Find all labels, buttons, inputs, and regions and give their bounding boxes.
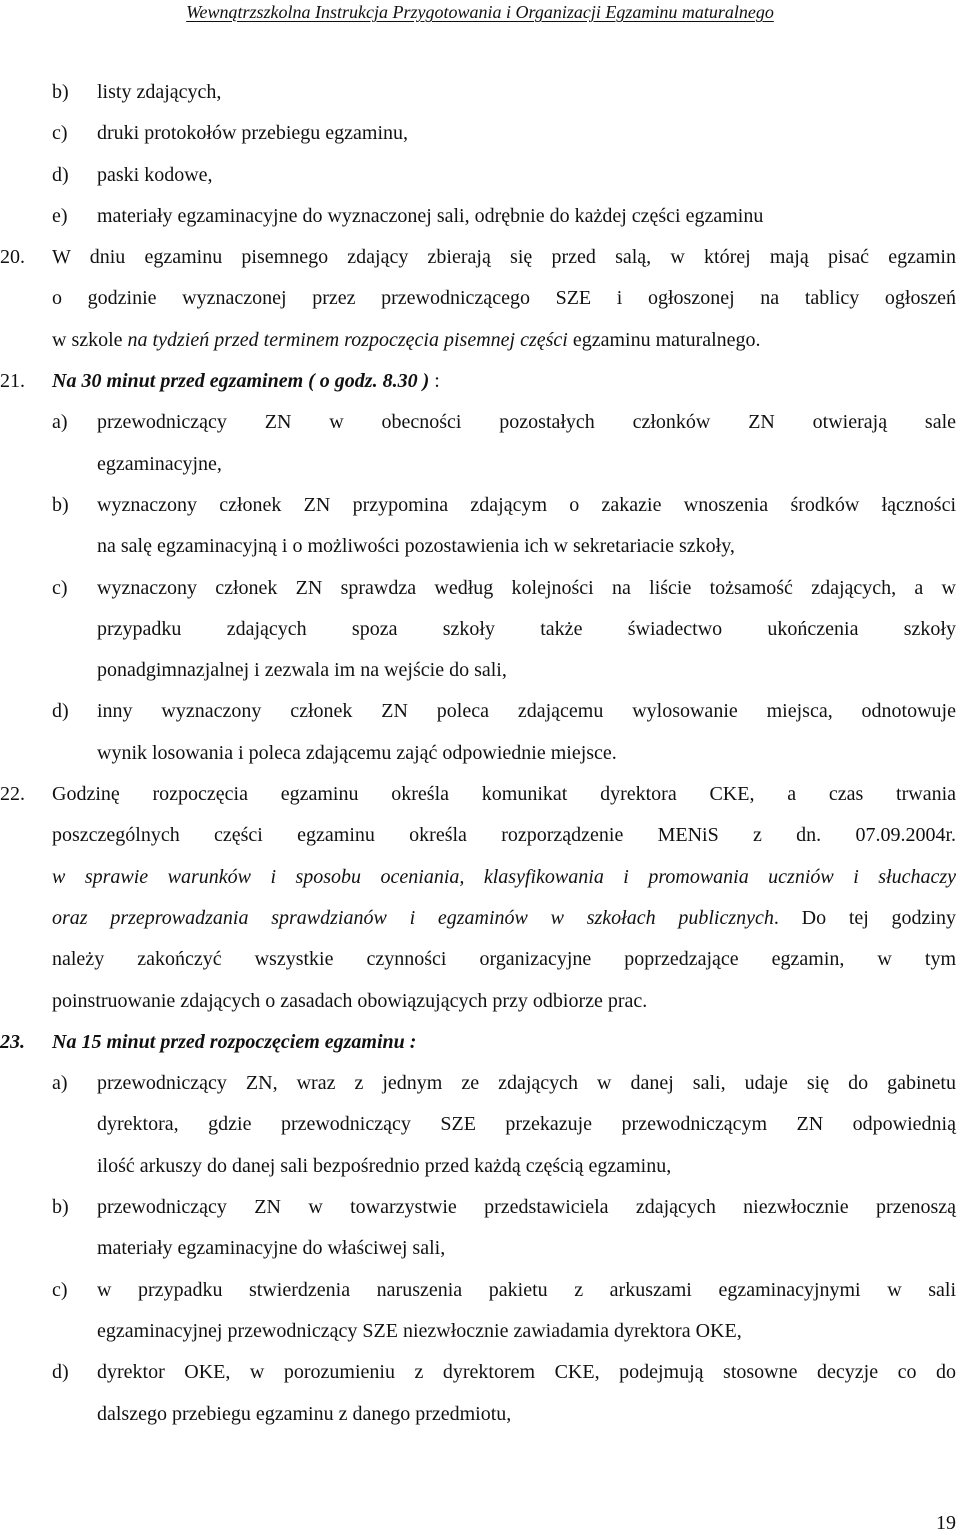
list-item-label: c) <box>52 1278 68 1301</box>
list-item-text: druki protokołów przebiegu egzaminu, <box>97 122 409 145</box>
list-item-label: d) <box>52 1361 69 1384</box>
list-item <box>0 1270 960 1311</box>
list-item-continuation <box>0 1104 960 1145</box>
list-item-label: b) <box>52 493 69 516</box>
list-item-text: listy zdających, <box>97 81 222 103</box>
paragraph-22-line <box>0 774 960 815</box>
list-item-label: d) <box>52 700 69 723</box>
paragraph-number: 20. <box>0 246 25 269</box>
list-item-text: inny wyznaczony członek ZN poleca zdającemu wylosowanie miejsca, odnotowuje <box>97 700 956 723</box>
paragraph-text: poszczególnych części egzaminu określa rozporządzenie MENiS z dn. 07.09.2004r. <box>52 824 956 847</box>
list-item-label: b) <box>52 1196 69 1219</box>
list-item-label: a) <box>52 411 68 434</box>
paragraph-22-line <box>0 981 960 1022</box>
list-item-text: ponadgimnazjalnej i zezwala im na wejście do sali, <box>97 659 507 682</box>
italic-text-run: na tydzień przed terminem rozpoczęcia pisemnej części <box>127 328 568 351</box>
paragraph-text <box>52 898 956 939</box>
heading-text: Na 30 minut przed egzaminem ( o godz. 8.30 ) <box>52 370 430 393</box>
list-item-continuation <box>0 526 960 567</box>
list-item-text: ilość arkuszy do danej sali bezpośrednio przed każdą częścią egzaminu, <box>97 1154 672 1177</box>
list-item-label: c) <box>52 576 68 599</box>
list-item-text: materiały egzaminacyjne do właściwej sali, <box>97 1237 446 1260</box>
page-number: 19 <box>936 1512 956 1534</box>
paragraph-23-heading <box>0 1022 960 1063</box>
paragraph-22-line <box>0 939 960 980</box>
list-item <box>0 485 960 526</box>
list-item-continuation <box>0 1146 960 1187</box>
list-item <box>0 402 960 443</box>
text-run: w szkole <box>52 328 128 351</box>
list-item-text: wyznaczony członek ZN przypomina zdającym o zakazie wnoszenia środków łączności <box>97 493 956 516</box>
list-item-text: egzaminacyjne, <box>97 452 222 475</box>
list-item-text: przewodniczący ZN, wraz z jednym ze zdających w danej sali, udaje się do gabinetu <box>97 1072 956 1095</box>
paragraph-text: należy zakończyć wszystkie czynności organizacyjne poprzedzające egzamin, w tym <box>52 948 956 971</box>
list-item-text: paski kodowe, <box>97 163 213 186</box>
text-run: egzaminu maturalnego. <box>567 328 761 351</box>
paragraph-22-line <box>0 898 960 939</box>
list-item-text: wynik losowania i poleca zdającemu zająć odpowiednie miejsce. <box>97 741 617 764</box>
list-item-text: przypadku zdających spoza szkoły także świadectwo ukończenia szkoły <box>97 617 956 640</box>
list-item-continuation <box>0 1311 960 1352</box>
paragraph-text <box>52 320 956 361</box>
list-item-text: na salę egzaminacyjną i o możliwości pozostawienia ich w sekretariacie szkoły, <box>97 535 735 558</box>
list-item-text: materiały egzaminacyjne do wyznaczonej sali, odrębnie do każdej części egzaminu <box>97 204 764 227</box>
list-item-continuation <box>0 609 960 650</box>
paragraph-20-line <box>0 320 960 361</box>
text-run: : <box>429 370 440 393</box>
list-item <box>0 1063 960 1104</box>
list-item-continuation <box>0 444 960 485</box>
list-item-label: d) <box>52 163 69 186</box>
paragraph-21-heading <box>0 361 960 402</box>
paragraph-number: 21. <box>0 370 25 393</box>
paragraph-20-line <box>0 278 960 319</box>
list-item <box>0 196 960 237</box>
paragraph-text: W dniu egzaminu pisemnego zdający zbierają się przed salą, w której mają pisać egzamin <box>52 246 956 269</box>
list-item-text: przewodniczący ZN w obecności pozostałych członków ZN otwierają sale <box>97 411 956 434</box>
list-item-text: dyrektor OKE, w porozumieniu z dyrektorem CKE, podejmują stosowne decyzje co do <box>97 1361 956 1384</box>
section-heading <box>52 361 956 402</box>
list-item-continuation <box>0 650 960 691</box>
list-item-continuation <box>0 733 960 774</box>
paragraph-number: 22. <box>0 783 25 806</box>
list-item-continuation <box>0 1228 960 1269</box>
list-item <box>0 1352 960 1393</box>
list-item <box>0 691 960 732</box>
italic-text-run: oraz przeprowadzania sprawdzianów i egzaminów w szkołach publicznych <box>52 906 774 929</box>
list-item-continuation <box>0 1394 960 1435</box>
paragraph-text: Godzinę rozpoczęcia egzaminu określa komunikat dyrektora CKE, a czas trwania <box>52 783 956 806</box>
list-item <box>0 155 960 196</box>
list-item-label: e) <box>52 204 68 227</box>
list-item-text: wyznaczony członek ZN sprawdza według kolejności na liście tożsamość zdających, a w <box>97 576 956 599</box>
list-item <box>0 72 960 113</box>
paragraph-22-line <box>0 815 960 856</box>
paragraph-text: o godzinie wyznaczonej przez przewodniczącego SZE i ogłoszonej na tablicy ogłoszeń <box>52 287 956 310</box>
list-item <box>0 1187 960 1228</box>
list-item-text: egzaminacyjnej przewodniczący SZE niezwłocznie zawiadamia dyrektora OKE, <box>97 1319 742 1342</box>
list-item-text: przewodniczący ZN w towarzystwie przedstawiciela zdających niezwłocznie przenoszą <box>97 1196 956 1219</box>
list-item-label: a) <box>52 1072 68 1095</box>
text-run: . Do tej godziny <box>773 906 956 929</box>
document-body <box>0 72 960 1435</box>
paragraph-text: w sprawie warunków i sposobu oceniania, klasyfikowania i promowania uczniów i słuchaczy <box>52 865 956 888</box>
paragraph-number: 23. <box>0 1030 25 1053</box>
section-heading: Na 15 minut przed rozpoczęciem egzaminu : <box>52 1030 417 1053</box>
list-item-text: dalszego przebiegu egzaminu z danego przedmiotu, <box>97 1402 512 1425</box>
paragraph-text: poinstruowanie zdających o zasadach obowiązujących przy odbiorze prac. <box>52 989 648 1012</box>
paragraph-20-line <box>0 237 960 278</box>
list-item-text: w przypadku stwierdzenia naruszenia pakietu z arkuszami egzaminacyjnymi w sali <box>97 1278 956 1301</box>
list-item <box>0 113 960 154</box>
page-header-title: Wewnątrzszkolna Instrukcja Przygotowania i Organizacji Egzaminu maturalnego <box>186 2 774 22</box>
paragraph-22-line <box>0 857 960 898</box>
list-item <box>0 568 960 609</box>
list-item-label: c) <box>52 122 68 145</box>
list-item-label: b) <box>52 81 69 103</box>
list-item-text: dyrektora, gdzie przewodniczący SZE przekazuje przewodniczącym ZN odpowiednią <box>97 1113 956 1136</box>
